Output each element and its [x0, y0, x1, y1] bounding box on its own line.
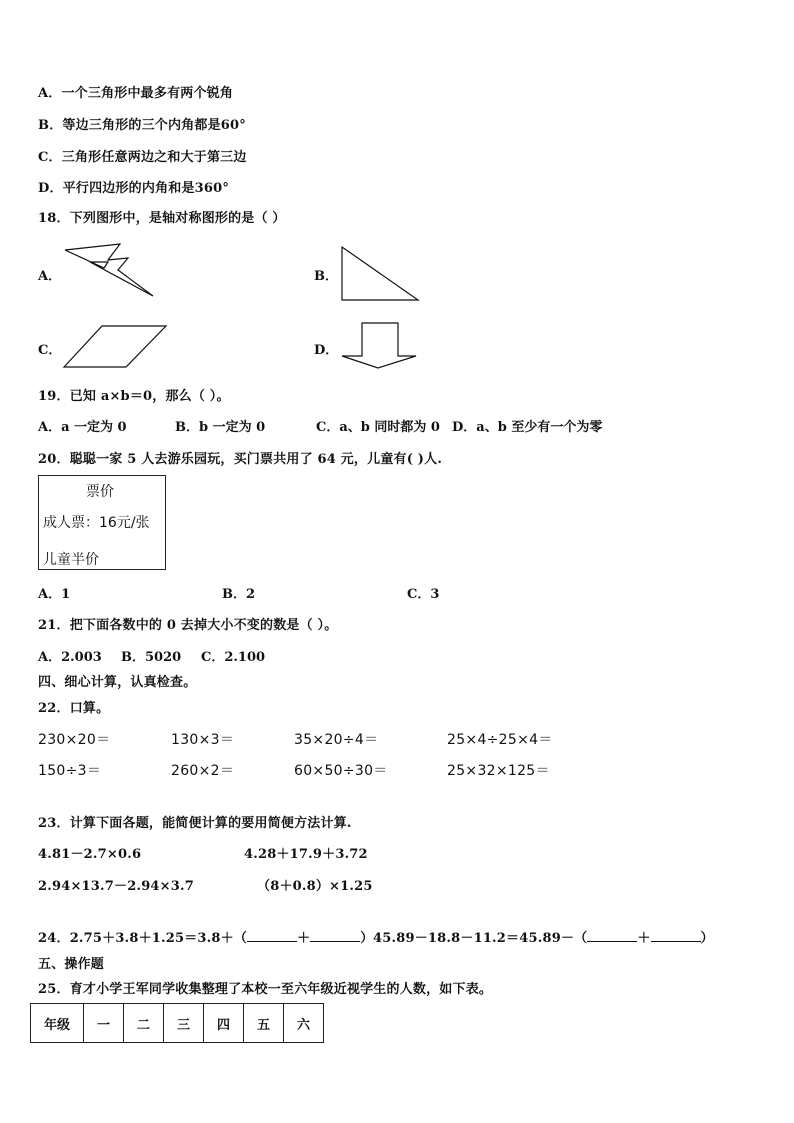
q17-option-a: A．一个三角形中最多有两个锐角 — [38, 86, 234, 101]
table-header-cell: 五 — [244, 1004, 284, 1043]
q17-option-d: D．平行四边形的内角和是360° — [38, 181, 230, 196]
q24-blank-1[interactable] — [247, 929, 297, 942]
q24-part-1-prefix: 24．2.75＋3.8＋1.25＝3.8＋（ — [38, 931, 248, 946]
table-header-cell: 一 — [84, 1004, 124, 1043]
q24-blank-3[interactable] — [587, 929, 637, 942]
q24-part-2-prefix: 45.89－18.8－11.2＝45.89－（ — [373, 931, 588, 946]
q22-item-6: 260×2＝ — [171, 763, 235, 779]
q22-item-8: 25×32×125＝ — [447, 763, 550, 779]
q23-stem: 23．计算下面各题，能简便计算的要用简便方法计算. — [38, 816, 352, 831]
q20-option-a: A．1 — [38, 587, 71, 602]
right-triangle-figure — [340, 245, 422, 303]
ticket-price-box — [38, 475, 166, 570]
q22-stem: 22．口算。 — [38, 701, 110, 716]
q21-option-b: B．5020 — [121, 650, 182, 665]
q22-item-7: 60×50÷30＝ — [294, 763, 388, 779]
ticket-title: 票价 — [86, 484, 114, 500]
grade-table — [30, 1003, 324, 1043]
q22-item-5: 150÷3＝ — [38, 763, 102, 779]
q23-item-1: 4.81－2.7×0.6 — [38, 847, 142, 862]
table-header-cell: 年级 — [31, 1004, 84, 1043]
q22-item-4: 25×4÷25×4＝ — [447, 732, 553, 748]
lightning-bolt-figure — [60, 242, 160, 302]
q17-option-b: B．等边三角形的三个内角都是60° — [38, 118, 246, 133]
section-4-heading: 四、细心计算，认真检查。 — [38, 675, 197, 690]
q23-item-4: （8＋0.8）×1.25 — [257, 879, 373, 894]
q22-item-1: 230×20＝ — [38, 732, 111, 748]
q24-blank-4[interactable] — [651, 929, 701, 942]
table-header-cell: 四 — [204, 1004, 244, 1043]
q24-part-1-plus: ＋ — [297, 931, 311, 946]
q24-blank-2[interactable] — [310, 929, 360, 942]
q21-stem: 21．把下面各数中的 0 去掉大小不变的数是（ ）。 — [38, 618, 338, 633]
table-header-cell: 六 — [284, 1004, 324, 1043]
ticket-child-price: 儿童半价 — [43, 552, 99, 568]
q22-item-3: 35×20÷4＝ — [294, 732, 379, 748]
q24-part-2-suffix: ） — [700, 931, 714, 946]
q21-option-c: C．2.100 — [201, 650, 266, 665]
q18-label-b: B． — [314, 269, 338, 284]
q20-stem: 20．聪聪一家 5 人去游乐园玩，买门票共用了 64 元，儿童有( )人. — [38, 452, 443, 467]
q19-option-a: A．a 一定为 0 — [38, 420, 127, 435]
q25-stem: 25．育才小学王军同学收集整理了本校一至六年级近视学生的人数，如下表。 — [38, 982, 493, 997]
q21-option-a: A．2.003 — [38, 650, 102, 665]
q24-part-1-suffix: ） — [360, 931, 374, 946]
table-header-cell: 二 — [124, 1004, 164, 1043]
down-arrow-figure — [340, 320, 420, 370]
q23-item-2: 4.28＋17.9＋3.72 — [244, 847, 368, 862]
q18-label-a: A． — [38, 269, 62, 284]
q20-option-c: C．3 — [407, 587, 440, 602]
table-header-cell: 三 — [164, 1004, 204, 1043]
q17-option-c: C．三角形任意两边之和大于第三边 — [38, 150, 247, 165]
q23-item-3: 2.94×13.7－2.94×3.7 — [38, 879, 194, 894]
ticket-adult-price: 成人票：16元/张 — [43, 515, 150, 531]
q24-part-1 — [38, 927, 373, 946]
q22-item-2: 130×3＝ — [171, 732, 235, 748]
q24-part-2-plus: ＋ — [637, 931, 651, 946]
q19-stem: 19．已知 a×b＝0，那么（ ）。 — [38, 389, 230, 404]
parallelogram-figure — [62, 324, 170, 370]
q19-option-c: C．a、b 同时都为 0 — [316, 420, 440, 435]
q18-label-c: C． — [38, 343, 62, 358]
table-row — [31, 1004, 324, 1043]
q18-stem: 18．下列图形中，是轴对称图形的是（ ） — [38, 211, 286, 226]
q18-label-d: D． — [314, 343, 339, 358]
q19-option-b: B．b 一定为 0 — [175, 420, 266, 435]
q20-option-b: B．2 — [222, 587, 256, 602]
section-5-heading: 五、操作题 — [38, 957, 105, 972]
q19-option-d: D．a、b 至少有一个为零 — [452, 420, 603, 435]
q24-part-2 — [373, 927, 714, 946]
